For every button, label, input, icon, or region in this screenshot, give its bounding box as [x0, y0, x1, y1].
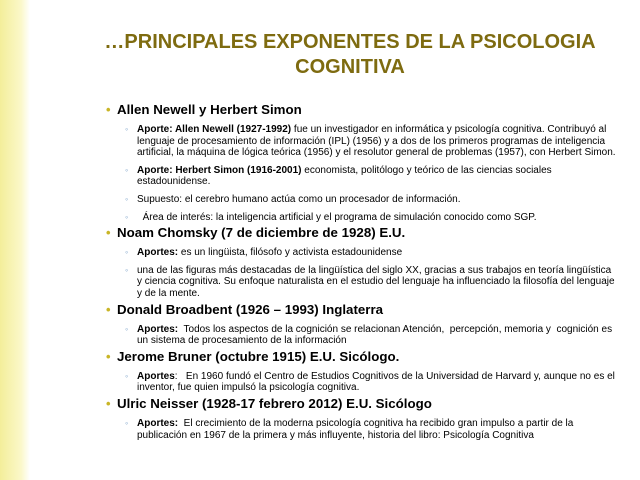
item-bold: Aporte: Herbert Simon (1916-2001)	[137, 164, 302, 176]
list-item	[125, 247, 617, 259]
list-item	[125, 193, 617, 206]
section-heading	[106, 102, 617, 118]
sub-bullet-icon: ◦	[125, 124, 129, 134]
section-heading	[106, 225, 617, 241]
slide-content	[106, 100, 618, 442]
item-text: : En 1960 fundó el Centro de Estudios Cognitivos de la Universidad de Harvard y, aunque no es el inventor, fue quien impulsó la psicología cognitiva.	[137, 370, 618, 394]
item-text: economista, politólogo y teórico de las ciencias sociales estadounidense.	[137, 164, 555, 188]
list-item	[125, 417, 617, 441]
heading-text: Ulric Neisser (1928-17 febrero 2012) E.U. Sicólogo	[117, 395, 432, 411]
item-bold: Aportes	[137, 370, 175, 382]
sub-bullet-icon: ◦	[125, 417, 129, 428]
item-bold: Aportes:	[137, 323, 179, 335]
bullet-icon: •	[106, 395, 111, 411]
sub-bullet-icon: ◦	[125, 264, 129, 275]
title-line-1: …PRINCIPALES EXPONENTES DE LA PSICOLOGIA	[104, 31, 596, 53]
section-heading	[106, 348, 617, 365]
sub-bullet-icon: ◦	[125, 370, 129, 381]
item-text: Área de interés: la inteligencia artificial y el programa de simulación conocido como SGP.	[137, 211, 537, 223]
item-text: Supuesto: el cerebro humano actúa como un procesador de información.	[137, 193, 461, 205]
heading-text: Jerome Bruner (octubre 1915) E.U. Sicólogo.	[117, 348, 400, 364]
decorative-sidebar	[0, 0, 30, 480]
list-item	[125, 323, 617, 347]
title-line-2: COGNITIVA	[295, 56, 405, 78]
list-item	[125, 164, 617, 188]
slide-title	[60, 30, 640, 80]
item-text: fue un investigador en informática y psicología cognitiva. Contribuyó al lenguaje de procesamiento de información (IPL) (1956) y a dos de los primeros programas de inteligencia artificial, la máquina de lógica teórica (1956) y el resolutor general de problemas (1957), con Herbert Simon.	[137, 124, 616, 159]
section-heading	[106, 395, 617, 412]
item-bold: Aportes:	[137, 417, 179, 429]
item-text: Todos los aspectos de la cognición se relacionan Atención, percepción, memoria y cognición es un sistema de procesamiento de la información	[137, 323, 615, 347]
sub-bullet-icon: ◦	[125, 211, 129, 222]
item-text: es un lingüista, filósofo y activista estadounidense	[178, 247, 403, 259]
sub-bullet-icon: ◦	[125, 323, 129, 334]
list-item	[125, 264, 618, 300]
bullet-icon: •	[106, 301, 111, 317]
heading-text: Donald Broadbent (1926 – 1993) Inglaterra	[117, 301, 384, 317]
bullet-icon: •	[106, 225, 111, 241]
list-item	[125, 211, 617, 224]
sub-bullet-icon: ◦	[125, 193, 129, 204]
bullet-icon: •	[106, 102, 111, 117]
heading-text: Noam Chomsky (7 de diciembre de 1928) E.U.	[117, 225, 406, 241]
heading-text: Allen Newell y Herbert Simon	[117, 102, 302, 117]
sub-bullet-icon: ◦	[125, 247, 129, 258]
item-bold: Aporte: Allen Newell (1927-1992)	[137, 124, 292, 135]
list-item	[125, 124, 617, 159]
bullet-icon: •	[106, 348, 111, 364]
section-heading	[106, 301, 617, 318]
item-text: El crecimiento de la moderna psicología cognitiva ha recibido gran impulso a partir de la publicación en 1967 de la primera y más influyente, historia del libro: Psicología Cognitiva	[137, 417, 577, 441]
list-item	[125, 370, 618, 394]
sub-bullet-icon: ◦	[125, 164, 129, 175]
item-text: una de las figuras más destacadas de la lingüística del siglo XX, gracias a sus trabajos en teoría lingüística y ciencia cognitiva. Su enfoque naturalista en el estudio del lenguaje ha influenciado la filosofía del lenguaje y de la mente.	[137, 264, 618, 299]
item-bold: Aportes:	[137, 247, 179, 259]
